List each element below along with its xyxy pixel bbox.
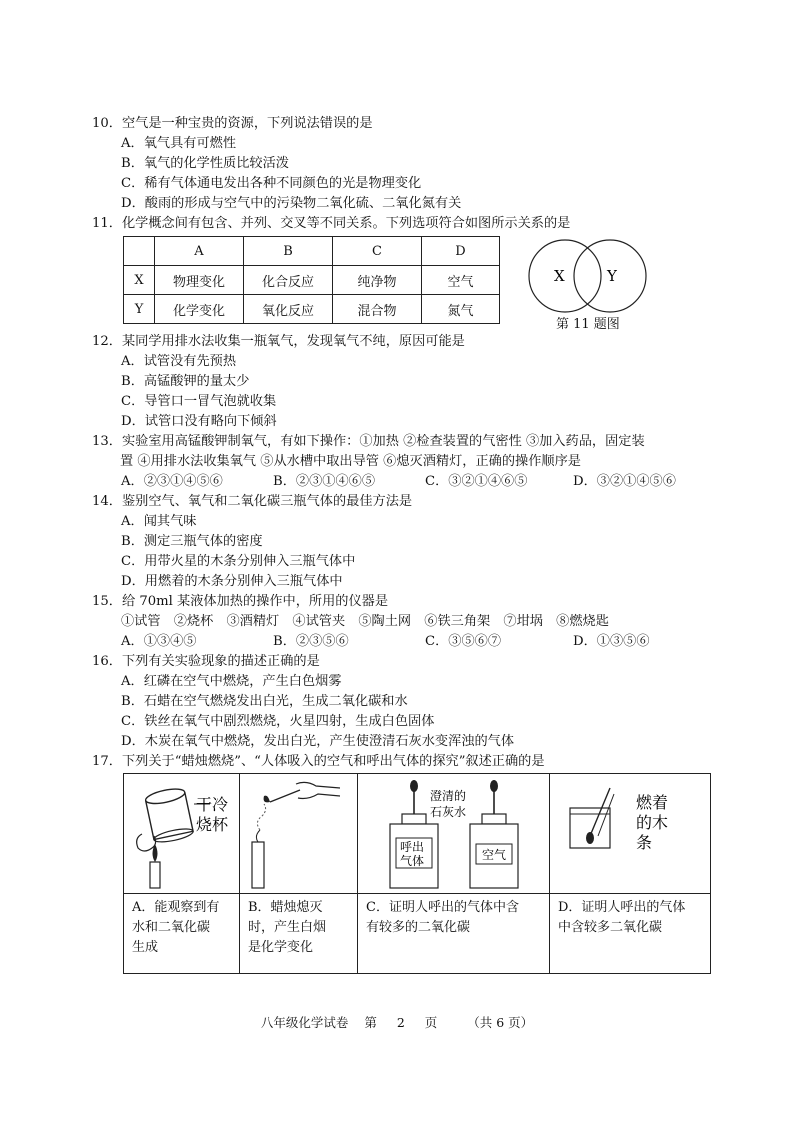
q11-cell: 氮气 <box>422 295 500 324</box>
q15-options <box>95 632 715 652</box>
question-14 <box>92 492 715 592</box>
q11-header-c: C <box>333 237 422 266</box>
q12-option-b: B．高锰酸钾的量太少 <box>121 374 250 389</box>
fig-a-label-1: 干冷 <box>196 795 229 814</box>
dry-cold-beaker-figure <box>124 774 239 889</box>
q12-option-a: A．试管没有先预热 <box>121 354 237 369</box>
q17-caption-d-line1: D．证明人呼出的气体 <box>558 900 686 915</box>
q13-options <box>95 472 715 492</box>
q17-caption-a <box>124 894 240 974</box>
q11-cell: 纯净物 <box>333 266 422 295</box>
footer-ye: 页 <box>424 1015 438 1030</box>
q17-table <box>123 773 711 974</box>
q10-option-c: C．稀有气体通电发出各种不同颜色的光是物理变化 <box>121 176 422 191</box>
q17-figure-d-cell <box>550 774 711 894</box>
question-13-stem-line2: 置 ④用排水法收集氧气 ⑤从水槽中取出导管 ⑥熄灭酒精灯，正确的操作顺序是 <box>120 454 581 469</box>
q14-option-c: C．用带火星的木条分别伸入三瓶气体中 <box>121 554 356 569</box>
q14-option-b: B．测定三瓶气体的密度 <box>121 534 263 549</box>
question-10 <box>92 114 715 214</box>
q11-table <box>123 236 500 324</box>
question-14-stem: 14．鉴别空气、氧气和二氧化碳三瓶气体的最佳方法是 <box>92 494 413 509</box>
fig-c-label-1: 澄清的 <box>430 789 467 803</box>
q17-figure-c-cell <box>358 774 550 894</box>
q15-option-d: D．①③⑤⑥ <box>573 634 650 649</box>
q11-figure-caption: 第 11 题图 <box>556 317 620 332</box>
q11-cell: 空气 <box>422 266 500 295</box>
burning-splint-figure <box>550 774 710 889</box>
q16-option-d: D．木炭在氧气中燃烧，发出白光，产生使澄清石灰水变浑浊的气体 <box>121 734 515 749</box>
footer-page-number: 2 <box>396 1015 405 1030</box>
question-15-stem: 15．给 70ml 某液体加热的操作中，所用的仪器是 <box>92 594 389 609</box>
q13-option-b: B．②③①④⑥⑤ <box>273 474 376 489</box>
fig-d-label-1: 燃着 <box>636 793 669 812</box>
question-17 <box>92 752 715 772</box>
q17-caption-b <box>240 894 358 974</box>
q11-cell: 氧化反应 <box>244 295 333 324</box>
q11-header-a: A <box>155 237 244 266</box>
question-12 <box>92 332 715 432</box>
q14-option-d: D．用燃着的木条分别伸入三瓶气体中 <box>121 574 343 589</box>
q15-instruments: ①试管 ②烧杯 ③酒精灯 ④试管夹 ⑤陶土网 ⑥铁三角架 ⑦坩埚 ⑧燃烧匙 <box>121 614 609 629</box>
q11-cell: 物理变化 <box>155 266 244 295</box>
question-15 <box>92 592 715 652</box>
question-13-stem-line1: 13．实验室用高锰酸钾制氧气，有如下操作：①加热 ②检查装置的气密性 ③加入药品，固定装 <box>92 434 645 449</box>
q11-cell: 混合物 <box>333 295 422 324</box>
q12-option-d: D．试管口没有略向下倾斜 <box>121 414 277 429</box>
venn-label-x: X <box>554 267 565 285</box>
q15-option-c: C．③⑤⑥⑦ <box>425 634 502 649</box>
q17-caption-a-line3: 生成 <box>132 940 159 955</box>
q16-option-c: C．铁丝在氧气中剧烈燃烧，火星四射，生成白色固体 <box>121 714 435 729</box>
fig-c-bottle1-label-2: 气体 <box>400 854 425 868</box>
venn-label-y: Y <box>607 267 617 285</box>
q17-caption-b-line1: B．蜡烛熄灭 <box>248 900 323 915</box>
q13-option-c: C．③②①④⑥⑤ <box>425 474 528 489</box>
q11-header-d: D <box>422 237 500 266</box>
question-10-stem: 10．空气是一种宝贵的资源，下列说法错误的是 <box>92 116 373 131</box>
q10-option-a: A．氧气具有可燃性 <box>121 136 237 151</box>
q11-cell: 化学变化 <box>155 295 244 324</box>
q17-caption-d-line2: 中含较多二氧化碳 <box>558 920 663 935</box>
q14-option-a: A．闻其气味 <box>121 514 197 529</box>
q15-option-a: A．①③④⑤ <box>121 634 197 649</box>
footer-total: （共 6 页） <box>467 1015 534 1030</box>
question-11 <box>92 214 715 234</box>
fig-c-bottle1-label-1: 呼出 <box>400 840 425 854</box>
q17-caption-c-line1: C．证明人呼出的气体中含 <box>366 900 519 915</box>
q13-option-d: D．③②①④⑤⑥ <box>573 474 676 489</box>
q17-caption-c <box>358 894 550 974</box>
footer-di: 第 <box>364 1015 377 1030</box>
q17-caption-a-line1: A．能观察到有 <box>132 900 220 915</box>
q17-caption-d <box>550 894 711 974</box>
footer-title: 八年级化学试卷 <box>260 1015 349 1030</box>
question-17-stem: 17．下列关于“蜡烛燃烧”、“人体吸入的空气和呼出气体的探究”叙述正确的是 <box>92 754 545 769</box>
fig-d-label-3: 条 <box>636 833 653 852</box>
q17-caption-a-line2: 水和二氧化碳 <box>132 920 211 935</box>
q17-caption-b-line2: 时，产生白烟 <box>248 920 327 935</box>
page-footer <box>0 1013 794 1031</box>
q17-caption-c-line2: 有较多的二氧化碳 <box>366 920 471 935</box>
q17-figure-b-cell <box>240 774 358 894</box>
question-16-stem: 16．下列有关实验现象的描述正确的是 <box>92 654 320 669</box>
q13-option-a: A．②③①④⑤⑥ <box>121 474 223 489</box>
question-11-stem: 11．化学概念间有包含、并列、交叉等不同关系。下列选项符合如图所示关系的是 <box>92 216 571 231</box>
question-13 <box>92 432 715 492</box>
q11-row-label-x: X <box>124 266 155 295</box>
q10-option-b: B．氧气的化学性质比较活泼 <box>121 156 289 171</box>
fig-c-label-2: 石灰水 <box>430 805 467 819</box>
q11-row-label-y: Y <box>124 295 155 324</box>
q17-caption-b-line3: 是化学变化 <box>248 940 314 955</box>
q16-option-a: A．红磷在空气中燃烧，产生白色烟雾 <box>121 674 342 689</box>
q10-option-d: D．酸雨的形成与空气中的污染物二氧化硫、二氧化氮有关 <box>121 196 462 211</box>
q11-table-corner <box>124 237 155 266</box>
question-16 <box>92 652 715 752</box>
q11-header-b: B <box>244 237 333 266</box>
extinguished-candle-figure <box>240 774 357 889</box>
venn-circle-x <box>529 240 601 312</box>
fig-d-label-2: 的木 <box>636 813 669 832</box>
q16-option-b: B．石蜡在空气燃烧发出白光，生成二氧化碳和水 <box>121 694 408 709</box>
fig-a-label-2: 烧杯 <box>196 815 229 834</box>
limewater-comparison-figure <box>358 774 549 889</box>
q15-option-b: B．②③⑤⑥ <box>273 634 349 649</box>
q11-cell: 化合反应 <box>244 266 333 295</box>
question-12-stem: 12．某同学用排水法收集一瓶氧气，发现氧气不纯，原因可能是 <box>92 334 465 349</box>
q12-option-c: C．导管口一冒气泡就收集 <box>121 394 277 409</box>
fig-c-bottle2-label: 空气 <box>482 848 507 862</box>
q17-figure-a-cell <box>124 774 240 894</box>
